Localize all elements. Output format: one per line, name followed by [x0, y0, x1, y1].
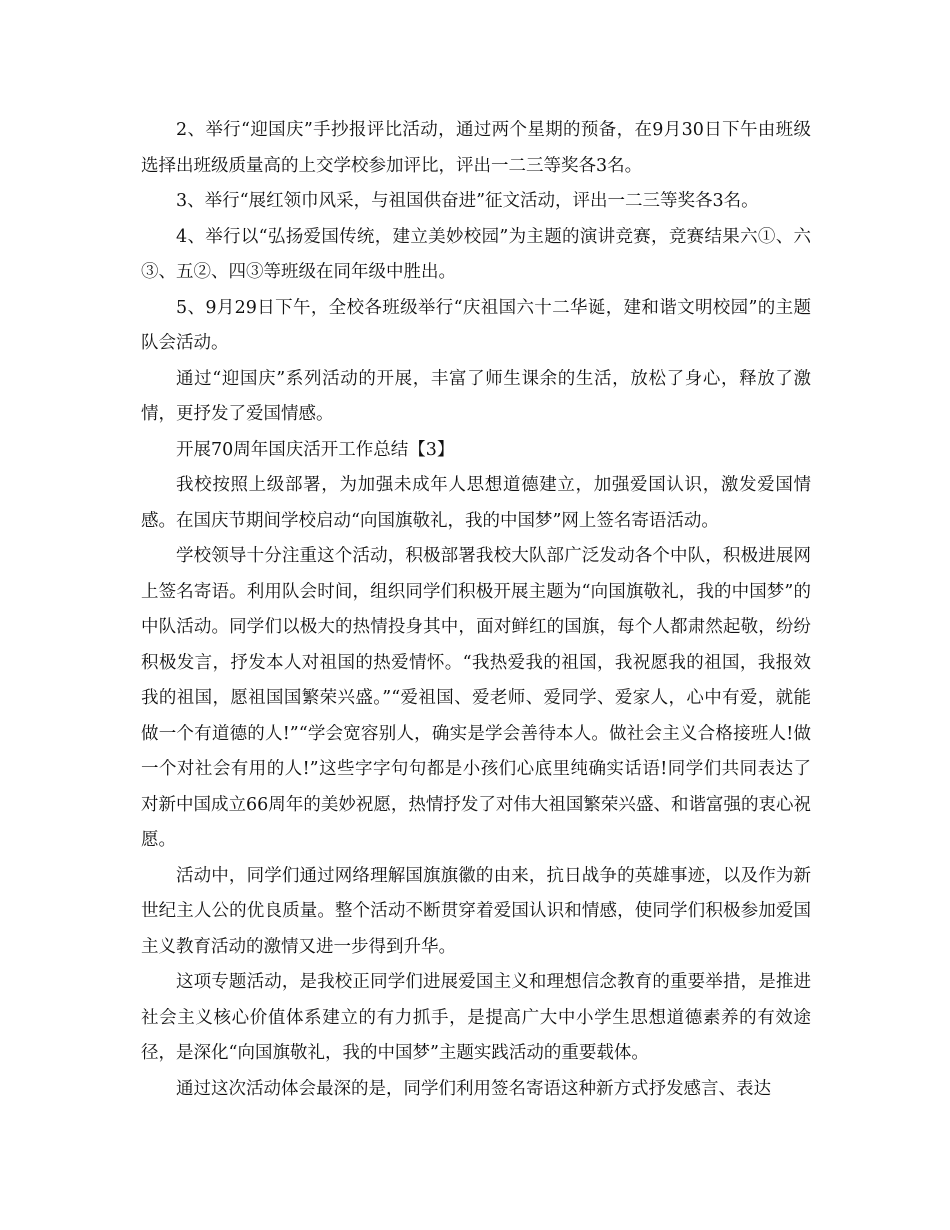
- section-paragraph-3: 活动中，同学们通过网络理解国旗旗徽的由来，抗日战争的英雄事迹，以及作为新世纪主人公的优良质量。整个活动不断贯穿着爱国认识和情感，使同学们积极参加爱国主义教育活动的激情又进一步得到升华。: [141, 865, 811, 957]
- section-paragraph-4: 这项专题活动，是我校正同学们进展爱国主义和理想信念教育的重要举措，是推进社会主义核心价值体系建立的有力抓手，是提高广大中小学生思想道德素养的有效途径，是深化“向国旗敬礼，我的中国梦”主题实践活动的重要载体。: [141, 972, 811, 1063]
- document-body: [141, 113, 811, 1107]
- paragraph-item-5: 5、9月29日下午，全校各班级举行“庆祖国六十二华诞，建和谐文明校园”的主题队会活动。: [141, 297, 811, 353]
- section-paragraph-5: 通过这次活动体会最深的是，同学们利用签名寄语这种新方式抒发感言、表达: [176, 1078, 771, 1099]
- paragraph-item-2: 2、举行“迎国庆”手抄报评比活动，通过两个星期的预备，在9月30日下午由班级选择出班级质量高的上交学校参加评比，评出一二三等奖各3名。: [141, 120, 811, 176]
- paragraph-summary: 通过“迎国庆”系列活动的开展，丰富了师生课余的生活，放松了身心，释放了激情，更抒发了爱国情感。: [141, 368, 811, 424]
- section-paragraph-2: 学校领导十分注重这个活动，积极部署我校大队部广泛发动各个中队，积极进展网上签名寄语。利用队会时间，组织同学们积极开展主题为“向国旗敬礼，我的中国梦”的中队活动。同学们以极大的热情投身其中，面对鲜红的国旗，每个人都肃然起敬，纷纷积极发言，抒发本人对祖国的热爱情怀。“我热爱我的祖国，我祝愿我的祖国，我报效我的祖国，愿祖国国繁荣兴盛。”“爱祖国、爱老师、爱同学、爱家人，心中有爱，就能做一个有道德的人!”“学会宽容别人，确实是学会善待本人。做社会主义合格接班人!做一个对社会有用的人!”这些字字句句都是小孩们心底里纯确实话语!同学们共同表达了对新中国成立66周年的美妙祝愿，热情抒发了对伟大祖国繁荣兴盛、和谐富强的衷心祝愿。: [141, 546, 811, 850]
- section-heading: 开展70周年国庆活开工作总结【3】: [176, 439, 455, 460]
- paragraph-item-4: 4、举行以“弘扬爱国传统，建立美妙校园”为主题的演讲竞赛，竞赛结果六①、六③、五②、四③等班级在同年级中胜出。: [141, 226, 811, 282]
- section-paragraph-1: 我校按照上级部署，为加强未成年人思想道德建立，加强爱国认识，激发爱国情感。在国庆节期间学校启动“向国旗敬礼，我的中国梦”网上签名寄语活动。: [141, 475, 811, 531]
- paragraph-item-3: 3、举行“展红领巾风采，与祖国供奋进”征文活动，评出一二三等奖各3名。: [176, 191, 759, 211]
